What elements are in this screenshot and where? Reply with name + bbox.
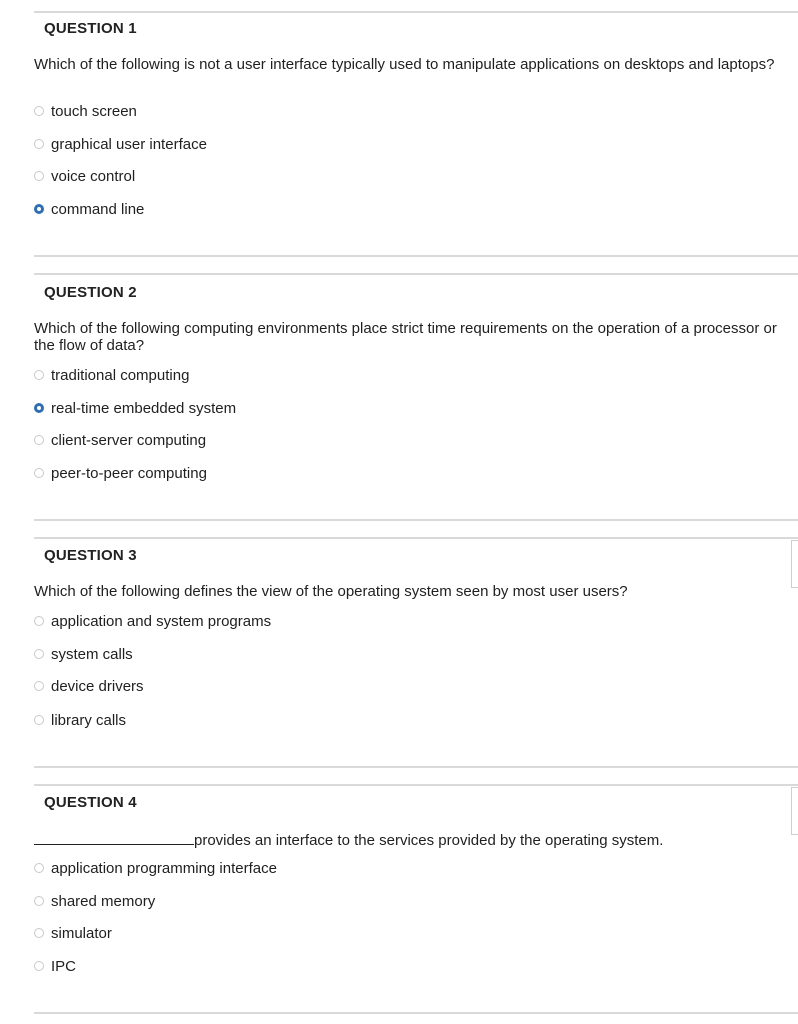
radio-button-icon[interactable]: [34, 681, 44, 691]
radio-button-icon[interactable]: [34, 370, 44, 380]
question-text: Which of the following computing environments place strict time requirements on the operation of a processor or the flow of data?: [34, 320, 777, 354]
option-traditional-computing[interactable]: [34, 365, 189, 385]
question-text: provides an interface to the services provided by the operating system.: [194, 832, 664, 849]
question-divider: [34, 766, 798, 768]
option-simulator[interactable]: [34, 923, 112, 943]
option-ipc[interactable]: [34, 956, 76, 976]
question-title: QUESTION 4: [44, 794, 137, 811]
option-label: simulator: [51, 924, 112, 942]
question-divider: [34, 1012, 798, 1014]
option-library-calls[interactable]: [34, 710, 126, 730]
radio-button-icon[interactable]: [34, 928, 44, 938]
option-device-drivers[interactable]: [34, 676, 144, 696]
option-voice-control[interactable]: [34, 166, 135, 186]
question-divider: [34, 519, 798, 521]
radio-button-icon[interactable]: [34, 896, 44, 906]
question-2: [34, 274, 798, 519]
option-label: client-server computing: [51, 431, 207, 449]
option-label: library calls: [51, 711, 127, 729]
radio-button-icon[interactable]: [34, 715, 44, 725]
option-label: command line: [51, 200, 145, 218]
option-application-and-system-programs[interactable]: [34, 611, 271, 631]
option-touch-screen[interactable]: [34, 101, 137, 121]
option-label: real-time embedded system: [51, 399, 237, 417]
option-label: shared memory: [51, 892, 156, 910]
option-label: graphical user interface: [51, 135, 207, 153]
question-text: Which of the following defines the view of the operating system seen by most user users?: [34, 583, 628, 600]
radio-button-icon[interactable]: [34, 435, 44, 445]
question-3: [34, 538, 798, 766]
radio-button-icon[interactable]: [34, 961, 44, 971]
fill-in-blank: [34, 830, 194, 845]
radio-button-icon[interactable]: [34, 863, 44, 873]
option-system-calls[interactable]: [34, 644, 133, 664]
question-title: QUESTION 2: [44, 284, 137, 301]
radio-button-icon[interactable]: [34, 106, 44, 116]
option-label: system calls: [51, 645, 133, 663]
question-4: [34, 785, 798, 1015]
option-label: traditional computing: [51, 366, 190, 384]
option-label: IPC: [51, 957, 77, 975]
option-client-server-computing[interactable]: [34, 430, 206, 450]
radio-button-icon[interactable]: [34, 171, 44, 181]
option-peer-to-peer-computing[interactable]: [34, 463, 207, 483]
radio-button-icon[interactable]: [34, 616, 44, 626]
option-application-programming-interface[interactable]: [34, 858, 277, 878]
option-label: peer-to-peer computing: [51, 464, 207, 482]
radio-button-selected-icon[interactable]: [34, 204, 44, 214]
radio-button-icon[interactable]: [34, 139, 44, 149]
option-label: device drivers: [51, 677, 144, 695]
question-text-row: [34, 830, 784, 849]
question-title: QUESTION 3: [44, 547, 137, 564]
option-graphical-user-interface[interactable]: [34, 134, 207, 154]
option-real-time-embedded-system[interactable]: [34, 398, 236, 418]
option-label: application programming interface: [51, 859, 277, 877]
question-divider: [34, 255, 798, 257]
radio-button-selected-icon[interactable]: [34, 403, 44, 413]
option-label: application and system programs: [51, 612, 272, 630]
radio-button-icon[interactable]: [34, 649, 44, 659]
radio-button-icon[interactable]: [34, 468, 44, 478]
option-shared-memory[interactable]: [34, 891, 155, 911]
question-title: QUESTION 1: [44, 20, 137, 37]
option-command-line[interactable]: [34, 199, 144, 219]
question-1: [34, 0, 798, 260]
option-label: touch screen: [51, 102, 137, 120]
option-label: voice control: [51, 167, 136, 185]
question-text: Which of the following is not a user interface typically used to manipulate applications on desktops and laptops?: [34, 56, 775, 73]
